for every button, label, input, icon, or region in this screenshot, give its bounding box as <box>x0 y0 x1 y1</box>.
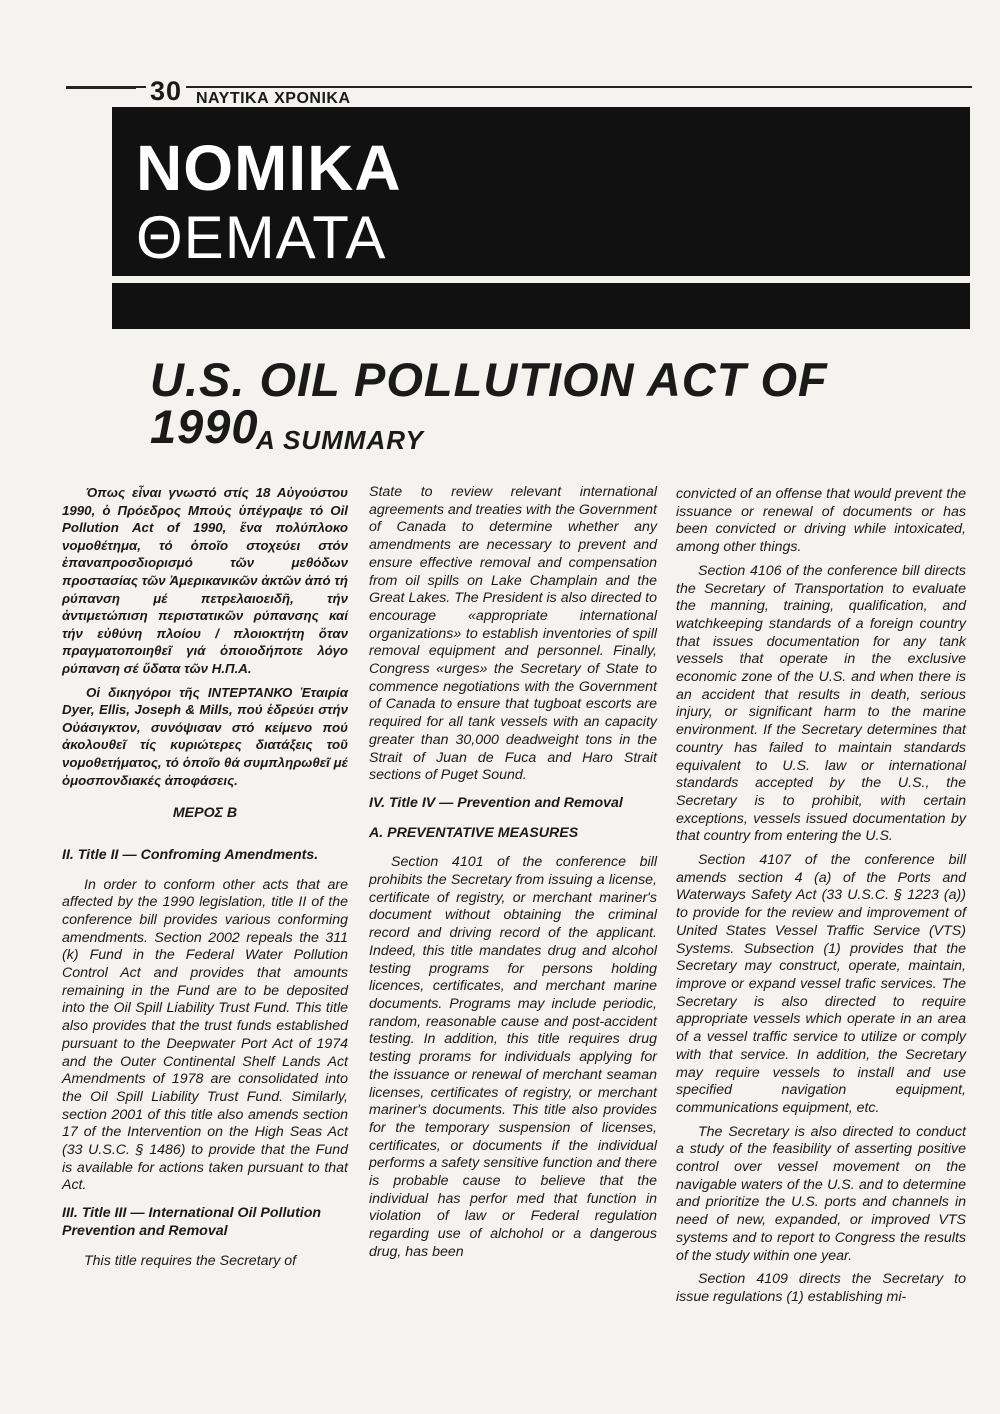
section-2-heading: II. Title II — Confroming Amendments. <box>62 846 319 863</box>
intro-paragraph-2: Οἱ δικηγόροι τῆς ΙΝΤΕΡΤΑΝΚΟ Ἑταιρία Dyer, Ellis, Joseph & Mills, πού ἑδρεύει στήν Οὐάσιγκτον, συνόψισαν στό κείμενο πού ἀκολουθεῖ τίς κυριώτερες διατάξεις τοῦ νομοθετήματος, τό ὁποῖο θά συμπληρωθεῖ μέ ὁμοσπονδιακές ἀποφάσεις. <box>62 684 348 788</box>
section-4101-text: Section 4101 of the conference bill prohibits the Secretary from issuing a license, certificate of registry, or merchant mariner's document without obtaining the criminal record and driving record of the applicant. Indeed, this title mandates drug and alcohol testing programs for persons holding licences, certificates, and merchant marine documents. Programs may include periodic, random, reasonable cause and post-accident testing. In addition, this title requires drug testing prorams for individuals applying for the issuance or renewal of merchant seaman licenses, certificates of registry, or merchant mariner's documents. This title also provides for the temporary suspension of licenses, certificates, or documents if the individual performs a safety sensitive function and there is probable cause to believe that the individual has perfor med that function in violation of law or Federal regulation regarding use of alchohol or a dangerous drug, has been <box>369 854 657 1260</box>
header-rule <box>66 86 972 88</box>
section-2-text: In order to conform other acts that are affected by the 1990 legislation, title II of the conference bill provides various conforming amendments. Section 2002 repeals the 311 (k) Fund in the Federal Water Pollution Control Act and provides that amounts remaining in the Fund are to be deposited into the Oil Spill Liability Trust Fund. This title also provides that the trust funds established pursuant to the Deepwater Port Act of 1974 and the Outer Continental Shelf Lands Act Amendments of 1978 are consolidated into the Oil Spill Liability Trust Fund. Similarly, section 2001 of this title also amends section 17 of the Intervention on the High Seas Act (33 U.S.C. § 1486) to provide that the Fund is available for actions taken pursuant to that Act. <box>62 876 348 1194</box>
running-head: ΝΑΥΤΙΚΑ ΧΡΟΝΙΚΑ <box>196 90 351 107</box>
banner-stripe <box>112 276 970 283</box>
section-4101-continued: convicted of an offense that would prevent the issuance or renewal of documents or has been convicted or driving while intoxicated, among other things. <box>676 486 966 556</box>
greek-intro <box>62 484 348 789</box>
secretary-study-text: The Secretary is also directed to conduct a study of the feasibility of asserting positive control over vessel movement on the navigable waters of the U.S. and to determine and prioritize the U.S. ports and channels in need of new, expanded, or improved VTS systems and to report to Congress the results of the study within one year. <box>676 1123 966 1264</box>
column-3 <box>676 486 966 1313</box>
banner-title-nomika: ΝΟΜΙΚΑ <box>136 132 402 204</box>
section-4a-heading: A. PREVENTATIVE MEASURES <box>369 824 579 841</box>
section-4-heading: IV. Title IV — Prevention and Removal <box>369 794 623 811</box>
section-4106-text: Section 4106 of the conference bill directs the Secretary of Transportation to evaluate the manning, training, qualification, and watchkeeping standards of a foreign country that issues documentation for any tank vessels that operate in the exclusive economic zone of the U.S. and when there is an accident that results in death, serious injury, or significant harm to the marine environment. If the Secretary determines that country has failed to maintain standards equivalent to U.S. law or international standards accepted by the U.S., the Secretary is to prohibit, with certain exceptions, vessels issued documentation by that country from entering the U.S. <box>676 562 966 845</box>
part-heading: ΜΕΡΟΣ Β <box>172 805 238 822</box>
section-3-continued: State to review relevant international agreements and treaties with the Government of Canada to determine whether any amendments are necessary to prevent and ensure effective removal and compensation from oil spills on Lake Champlain and the Great Lakes. The President is also directed to encourage «appropriate international organizations» to establish inventories of spill removal equipment and personnel. Finally, Congress «urges» the Secretary of State to commence negotiations with the Government of Canada to ensure that tugboat escorts are required for all tank vessels with an capacity greater than 30,000 deadweight tons in the Strait of Juan de Fuca and Haro Strait sections of Puget Sound. <box>369 484 657 784</box>
section-4109-text: Section 4109 directs the Secretary to issue regulations (1) establishing mi- <box>676 1271 966 1305</box>
article-title: U.S. OIL POLLUTION ACT OF 1990 <box>150 353 828 453</box>
banner-title-themata: ΘΕΜΑΤΑ <box>136 204 387 271</box>
column-2 <box>369 484 657 1268</box>
page-number: 30 <box>146 76 186 107</box>
section-4107-text: Section 4107 of the conference bill amends section 4 (a) of the Ports and Waterways Safety Act (33 U.S.C. § 1223 (a)) to provide for the review and improvement of United States Vessel Traffic Service (VTS) Systems. Subsection (1) provides that the Secretary may construct, operate, maintain, improve or expand vessel trafic services. The Secretary is also directed to require appropriate vessels which operate in an area of a vessel traffic service to utilize or comply with that service. In addition, the Secretary may require vessels to install and use specified navigation equipment, communications equipment, etc. <box>676 852 966 1116</box>
section-3-heading: III. Title III — International Oil Pollution Prevention and Removal <box>62 1205 322 1239</box>
article-subtitle: A SUMMARY <box>256 425 424 455</box>
header-rule-left <box>66 86 136 89</box>
intro-paragraph-1: Όπως εἶναι γνωστό στίς 18 Αὐγούστου 1990, ὁ Πρόεδρος Μπούς ὑπέγραψε τό Oil Pollution Act of 1990, ἕνα πολύπλοκο νομοθέτημα, τό ὁποῖο στοχεύει στόν ἐπαναπροσδιορισμό τῶν μεθόδων προστασίας τῶν Ἀμερικανικῶν ἀκτῶν ἀπό τή ρύπανση μέ πετρελαιοειδῆ, τήν ἀντιμετώπιση περιστατικῶν ρύπανσης καί τήν εὐθύνη πλοίου / πλοιοκτήτη ὅταν πραγματοποιηθεῖ γιά ὁποιοδήποτε λόγο ρύπανση σέ ὕδατα τῶν Η.Π.Α. <box>62 485 348 676</box>
column-1 <box>62 484 348 1276</box>
section-3-text: This title requires the Secretary of <box>84 1252 297 1269</box>
